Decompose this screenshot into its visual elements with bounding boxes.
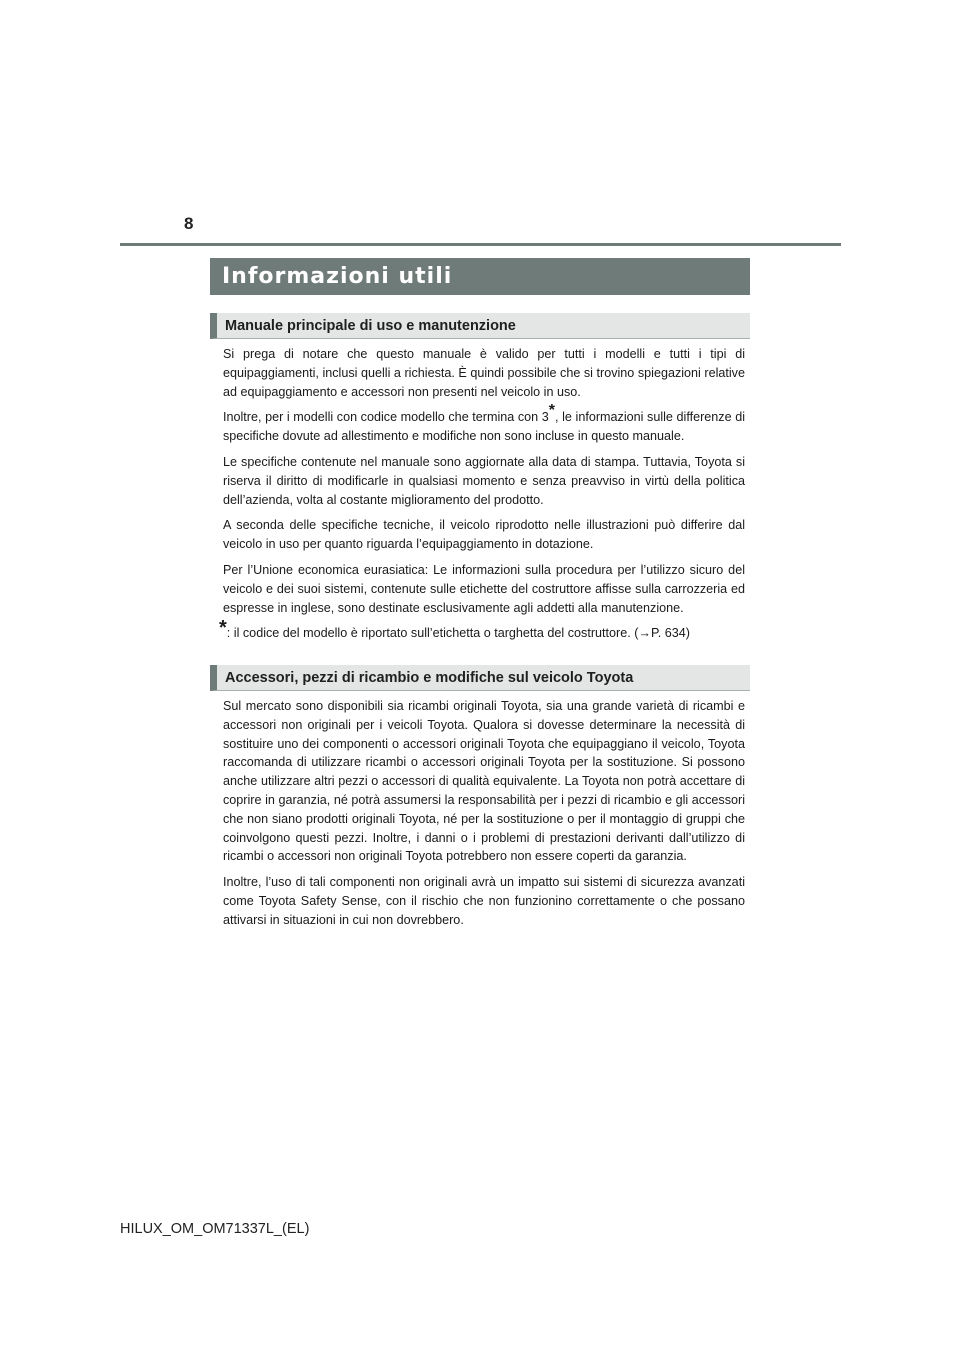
paragraph: Le specifiche contenute nel manuale sono aggiornate alla data di stampa. Tuttavia, Toyota si riserva il diritto di modificarle in qualsiasi momento e senza preavviso in virtù della politica dell’azienda, volta al costante miglioramento del prodotto. — [223, 454, 745, 507]
page-number: 8 — [184, 214, 194, 233]
paragraph — [223, 402, 745, 446]
paragraph-text: , le informazioni sulle differenze di specifiche dovute ad allestimento e modifiche non sono incluse in questo manuale. — [223, 410, 745, 444]
section-heading-accessori: Accessori, pezzi di ricambio e modifiche sul veicolo Toyota — [210, 665, 750, 691]
paragraph: Per l’Unione economica eurasiatica: Le informazioni sulla procedura per l’utilizzo sicuro del veicolo e dei suoi sistemi, contenute sulle etichette del costruttore affisse sulla carrozzeria ed espresse in inglese, sono destinate esclusivamente agli addetti alla manutenzione. — [223, 562, 745, 615]
paragraph: A seconda delle specifiche tecniche, il veicolo riprodotto nelle illustrazioni può differire dal veicolo in uso per quanto riguarda l’equipaggiamento in dotazione. — [223, 518, 745, 552]
footnote-text: : il codice del modello è riportato sull’etichetta o targhetta del costruttore. (→P. 634) — [226, 626, 690, 641]
section-heading-manuale: Manuale principale di uso e manutenzione — [210, 313, 750, 339]
footnote-marker: * — [548, 402, 556, 420]
paragraph: Si prega di notare che questo manuale è valido per tutti i modelli e tutti i tipi di equipaggiamenti, inclusi quelli a richiesta. È quindi possibile che si trovino spiegazioni relative ad equipaggiamento e accessori non presenti nel veicolo in uso. — [223, 347, 745, 399]
paragraph: Sul mercato sono disponibili sia ricambi originali Toyota, sia una grande varietà di ricambi e accessori non originali per i veicoli Toyota. Qualora si dovesse determinare la necessità di sostituire uno dei componenti o accessori originali Toyota che equipaggiano il veicolo, Toyota raccomanda di utilizzare ricambi o accessori originali Toyota per la sostituzione. Si possono anche utilizzare altri pezzi o accessori di qualità equivalente. La Toyota non potrà accettare di coprire in garanzia, né potrà assumersi la responsabilità per i pezzi di ricambio e gli accessori che non siano prodotti originali Toyota, né per la sostituzione o per il montaggio di gruppi che coinvolgono questi pezzi. Inoltre, i danni o i problemi di prestazioni derivanti dall’utilizzo di ricambi o accessori non originali Toyota potrebbero non essere coperti da garanzia. — [223, 699, 745, 864]
section-body-manuale — [219, 345, 745, 650]
section-body-accessori — [223, 697, 745, 937]
footnote-marker: * — [219, 617, 227, 640]
document-code: HILUX_OM_OM71337L_(EL) — [120, 1221, 310, 1237]
paragraph: Inoltre, l’uso di tali componenti non originali avrà un impatto sui sistemi di sicurezza avanzati come Toyota Safety Sense, con il rischio che non funzionino correttamente o che possano attivarsi in situazioni in cui non dovrebbero. — [223, 875, 745, 927]
page-title: Informazioni utili — [210, 258, 750, 295]
paragraph-text: Inoltre, per i modelli con codice modello che termina con 3 — [223, 410, 549, 425]
footnote — [219, 617, 745, 643]
header-divider — [120, 243, 841, 246]
